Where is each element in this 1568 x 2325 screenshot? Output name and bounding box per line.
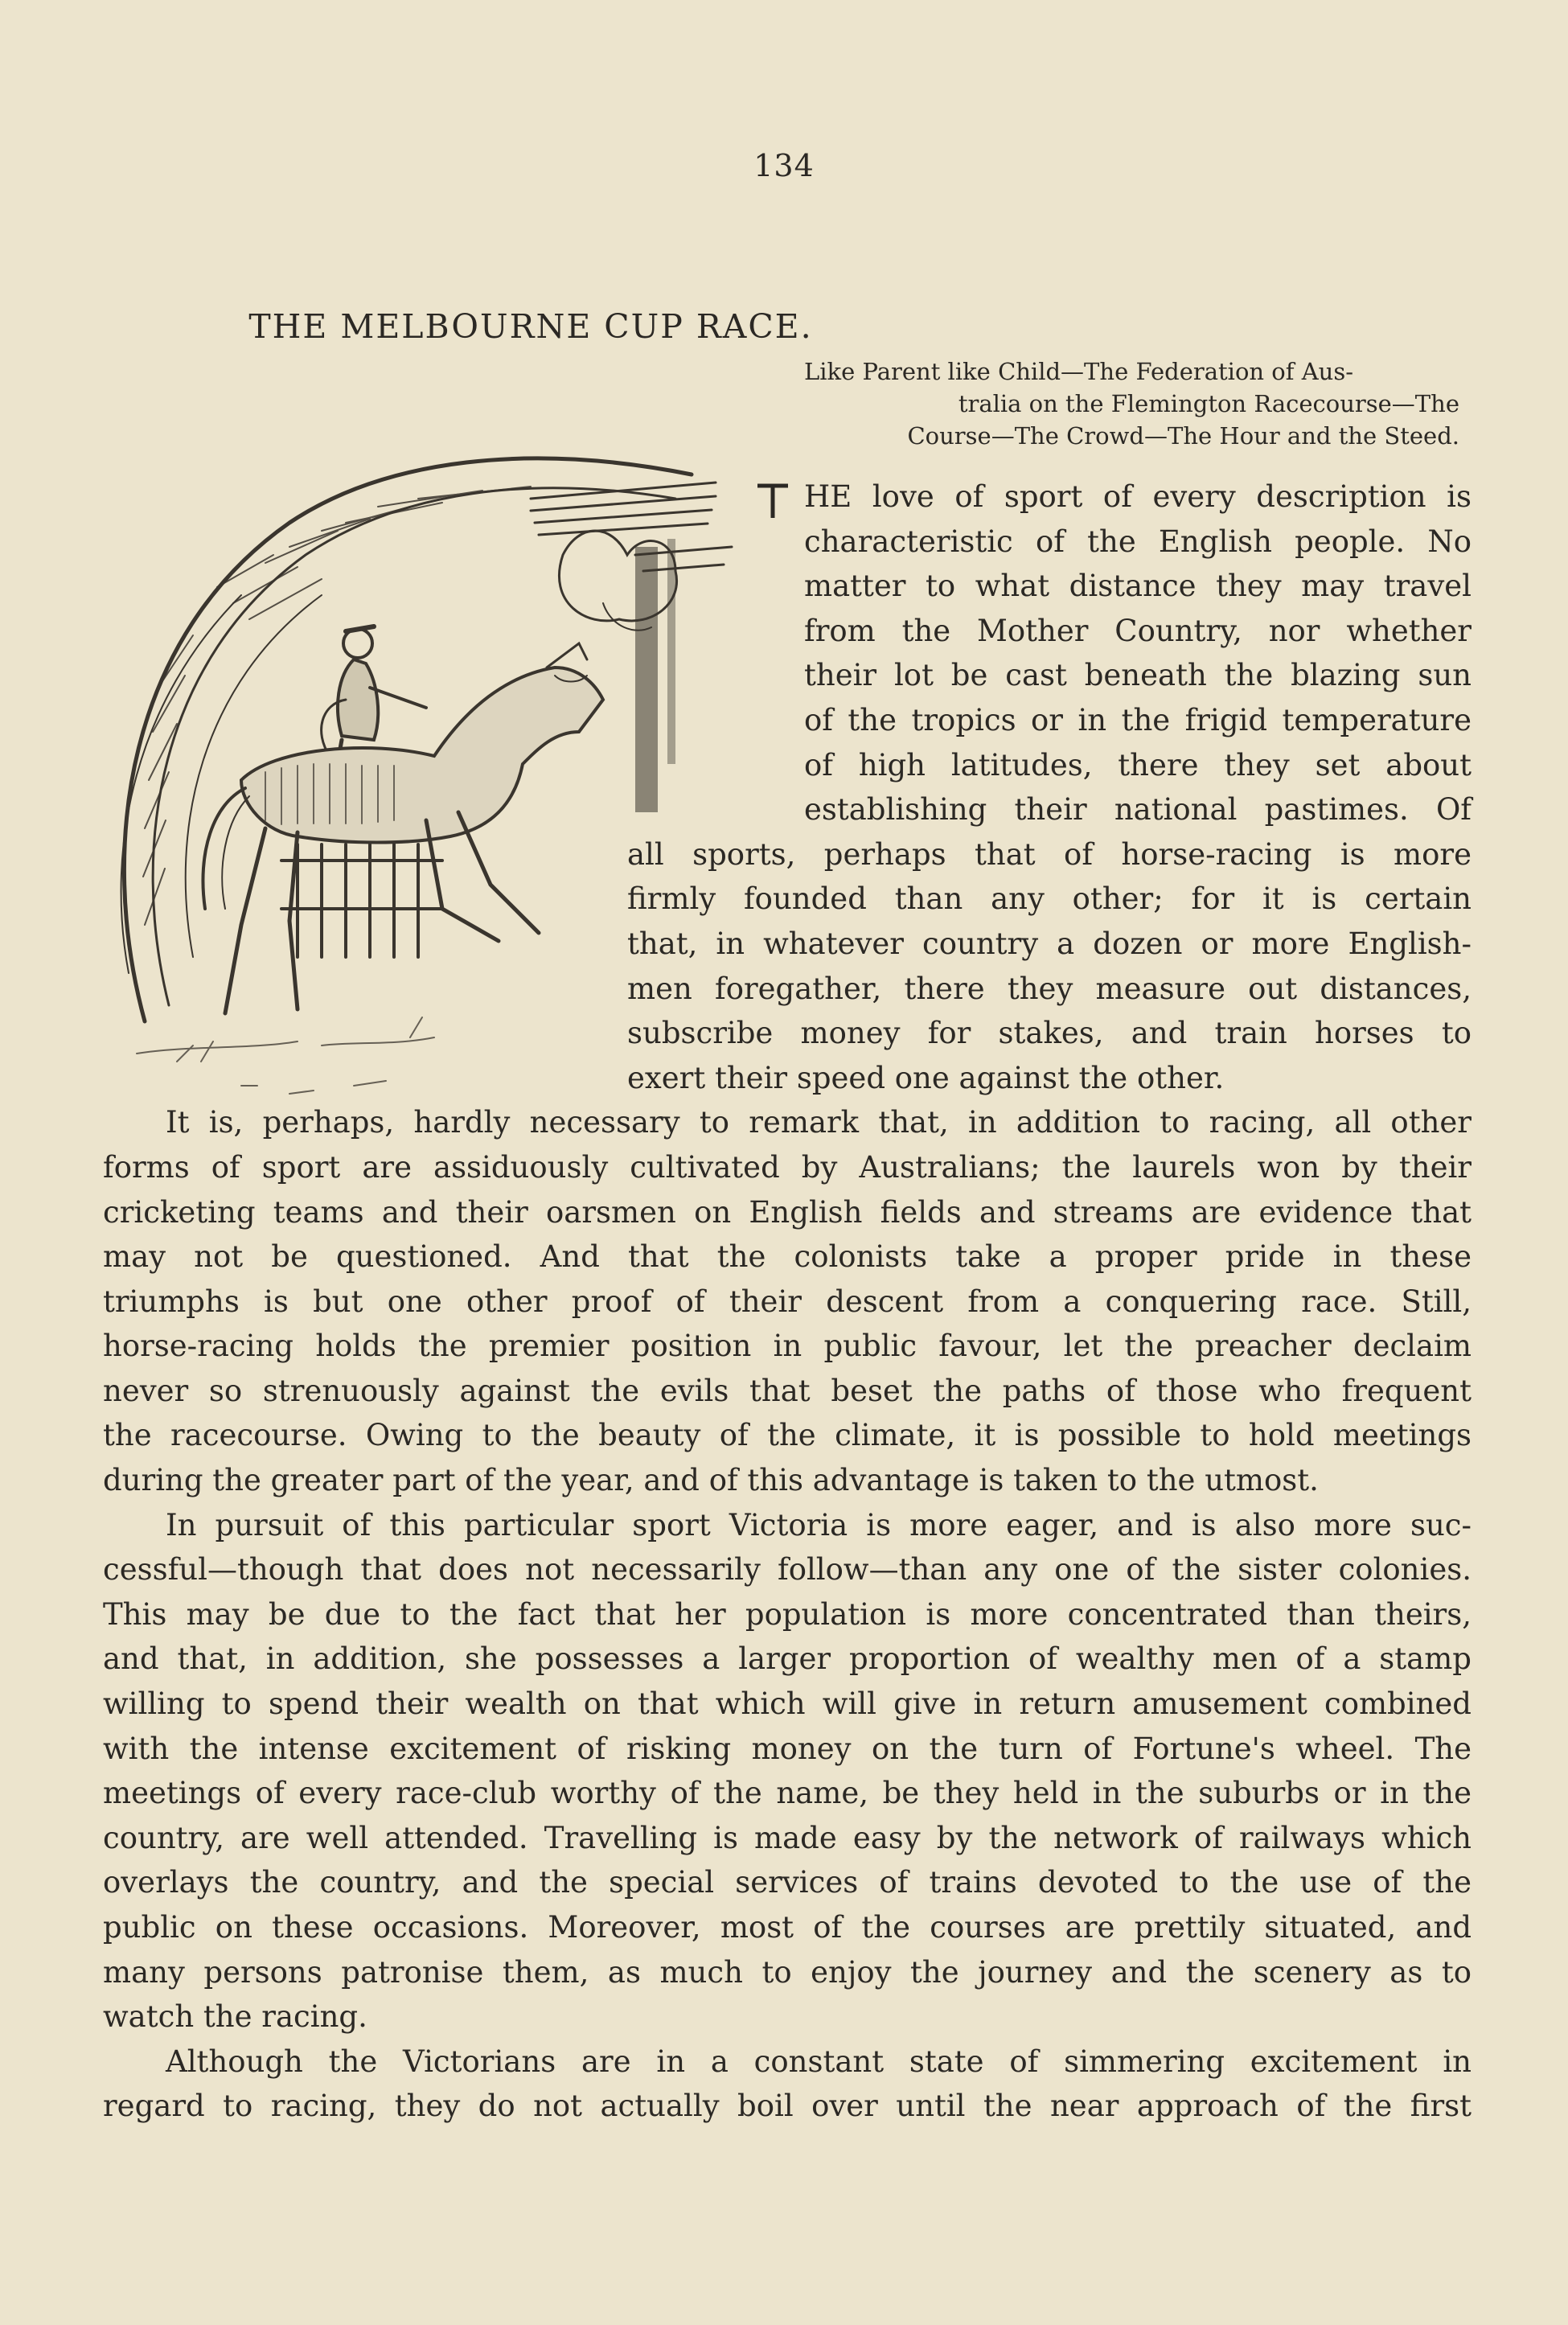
text-line: regard to racing, they do not actually boil over until the near approach of the first <box>103 2089 1472 2124</box>
synopsis-line: Course—The Crowd—The Hour and the Steed. <box>907 422 1459 450</box>
page-number: 134 <box>753 148 815 183</box>
text-line: watch the racing. <box>103 1999 367 2035</box>
text-line: willing to spend their wealth on that which will give in return amusement combined <box>103 1686 1472 1722</box>
text-line: of high latitudes, there they set about <box>804 747 1472 783</box>
text-line: their lot be cast beneath the blazing sun <box>804 658 1472 693</box>
text-line: horse-racing holds the premier position in public favour, let the preacher declaim <box>103 1329 1472 1364</box>
text-line: the racecourse. Owing to the beauty of the climate, it is possible to hold meetings <box>103 1418 1472 1453</box>
text-line: In pursuit of this particular sport Victoria is more eager, and is also more suc- <box>166 1507 1472 1542</box>
text-line: triumphs is but one other proof of their descent from a conquering race. Still, <box>103 1284 1472 1319</box>
text-line: characteristic of the English people. No <box>804 524 1472 559</box>
text-line: overlays the country, and the special services of trains devoted to the use of the <box>103 1865 1472 1900</box>
text-line: public on these occasions. Moreover, most of the courses are prettily situated, and <box>103 1910 1472 1945</box>
synopsis-line: tralia on the Flemington Racecourse—The <box>958 390 1459 417</box>
text-line: country, are well attended. Travelling is made easy by the network of railways which <box>103 1820 1472 1855</box>
text-line: This may be due to the fact that her population is more concentrated than theirs, <box>103 1596 1472 1632</box>
text-line: cricketing teams and their oarsmen on English fields and streams are evidence that <box>103 1194 1472 1230</box>
text-line: many persons patronise them, as much to enjoy the journey and the scenery as to <box>103 1954 1472 1990</box>
chapter-title: THE MELBOURNE CUP RACE. <box>248 307 813 346</box>
text-line: and that, in addition, she possesses a larger proportion of wealthy men of a stamp <box>103 1641 1472 1677</box>
synopsis-line: Like Parent like Child—The Federation of Aus- <box>804 358 1354 385</box>
text-line: It is, perhaps, hardly necessary to remark that, in addition to racing, all other <box>166 1105 1472 1140</box>
text-line: never so strenuously against the evils that beset the paths of those who frequent <box>103 1373 1472 1408</box>
text-line: meetings of every race-club worthy of the name, be they held in the suburbs or in the <box>103 1776 1472 1811</box>
text-line: with the intense excitement of risking money on the turn of Fortune's wheel. The <box>103 1731 1472 1766</box>
text-line: HE love of sport of every description is <box>804 479 1472 514</box>
text-line: Although the Victorians are in a constant state of simmering excitement in <box>166 2044 1472 2079</box>
text-line: that, in whatever country a dozen or more English- <box>627 926 1472 961</box>
text-line: matter to what distance they may travel <box>804 569 1472 604</box>
text-line: exert their speed one against the other. <box>627 1060 1225 1095</box>
text-line: of the tropics or in the frigid temperature <box>804 702 1472 737</box>
text-line: forms of sport are assiduously cultivated by Australians; the laurels won by their <box>103 1149 1472 1185</box>
text-line: may not be questioned. And that the colonists take a proper pride in these <box>103 1239 1472 1275</box>
text-line: during the greater part of the year, and of this advantage is taken to the utmost. <box>103 1463 1319 1498</box>
text-line: from the Mother Country, nor whether <box>804 613 1472 648</box>
text-line: cessful—though that does not necessarily follow—than any one of the sister colonies. <box>103 1552 1472 1588</box>
text-line: men foregather, there they measure out distances, <box>627 971 1472 1006</box>
text-line: establishing their national pastimes. Of <box>804 792 1472 828</box>
text-line: all sports, perhaps that of horse-racing is more <box>627 836 1472 872</box>
chapter-synopsis <box>804 355 1459 452</box>
chapter-body <box>103 474 1472 2129</box>
text-line: subscribe money for stakes, and train horses to <box>627 1016 1472 1051</box>
text-line: firmly founded than any other; for it is certain <box>627 881 1472 917</box>
